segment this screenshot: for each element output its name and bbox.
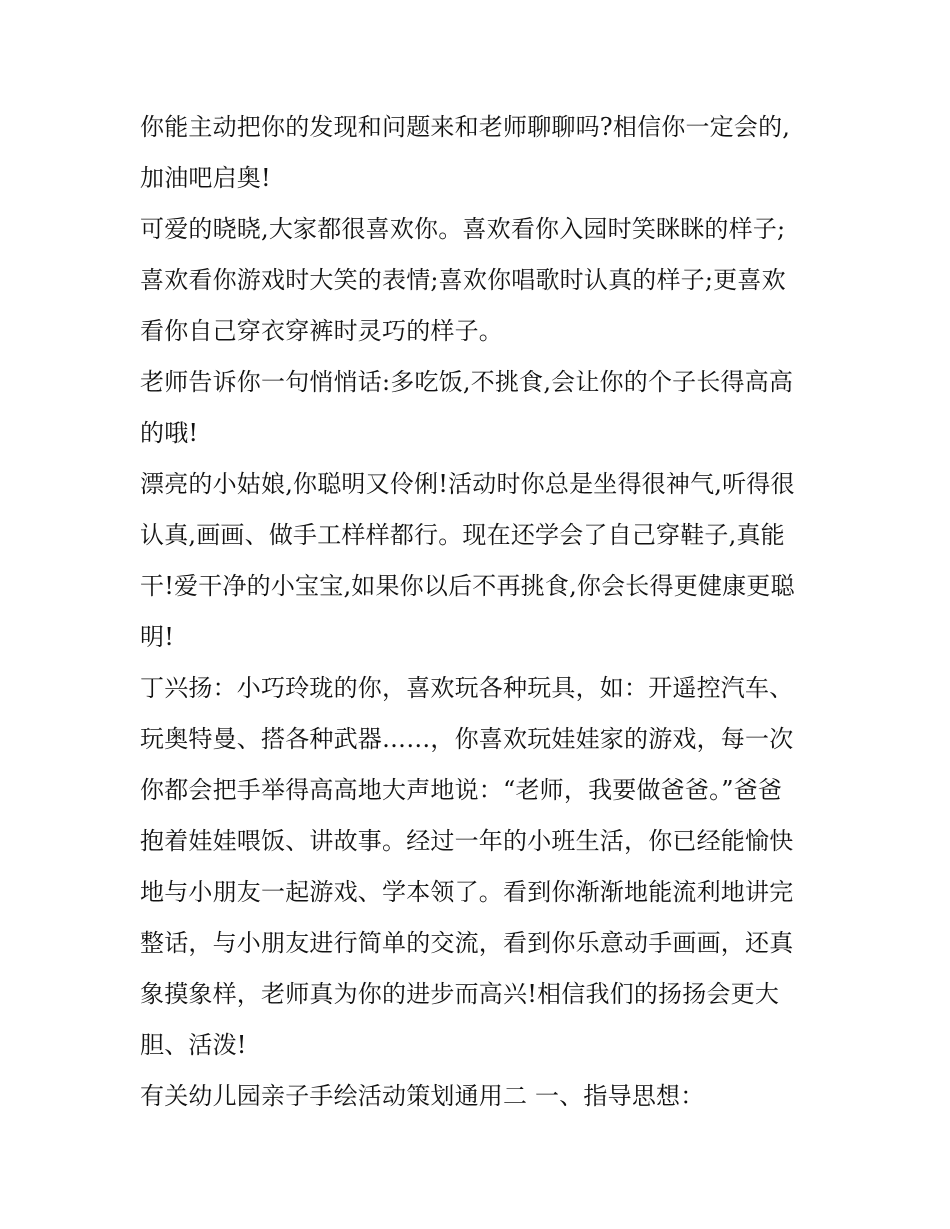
text-line: 丁兴扬：小巧玲珑的你，喜欢玩各种玩具，如：开遥控汽车、 <box>140 674 794 702</box>
text-line: 认真,画画、做手工样样都行。现在还学会了自己穿鞋子,真能 <box>140 521 785 549</box>
text-line: 明! <box>140 623 175 651</box>
text-line: 抱着娃娃喂饭、讲故事。经过一年的小班生活，你已经能愉快 <box>140 827 794 855</box>
document-body <box>140 102 820 1122</box>
text-line: 老师告诉你一句悄悄话:多吃饭,不挑食,会让你的个子长得高高 <box>140 368 794 396</box>
text-line: 的哦! <box>140 419 199 447</box>
text-line: 象摸象样，老师真为你的进步而高兴!相信我们的扬扬会更大 <box>140 980 780 1008</box>
text-line: 你能主动把你的发现和问题来和老师聊聊吗?相信你一定会的, <box>140 113 791 141</box>
text-line: 喜欢看你游戏时大笑的表情;喜欢你唱歌时认真的样子;更喜欢 <box>140 266 786 294</box>
text-line: 看你自己穿衣穿裤时灵巧的样子。 <box>140 317 503 345</box>
text-line: 整话，与小朋友进行简单的交流，看到你乐意动手画画，还真 <box>140 929 794 957</box>
text-line: 干!爱干净的小宝宝,如果你以后不再挑食,你会长得更健康更聪 <box>140 572 795 600</box>
text-line: 你都会把手举得高高地大声地说：“老师，我要做爸爸。”爸爸 <box>140 776 783 804</box>
text-line: 玩奥特曼、搭各种武器……，你喜欢玩娃娃家的游戏，每一次 <box>140 725 794 753</box>
section-heading: 有关幼儿园亲子手绘活动策划通用二 一、指导思想： <box>140 1082 705 1110</box>
text-line: 地与小朋友一起游戏、学本领了。看到你渐渐地能流利地讲完 <box>140 878 794 906</box>
text-line: 加油吧启奥! <box>140 164 271 192</box>
text-line: 胆、活泼! <box>140 1031 247 1059</box>
text-line: 漂亮的小姑娘,你聪明又伶俐!活动时你总是坐得很神气,听得很 <box>140 470 795 498</box>
text-line: 可爱的晓晓,大家都很喜欢你。喜欢看你入园时笑眯眯的样子; <box>140 215 786 243</box>
